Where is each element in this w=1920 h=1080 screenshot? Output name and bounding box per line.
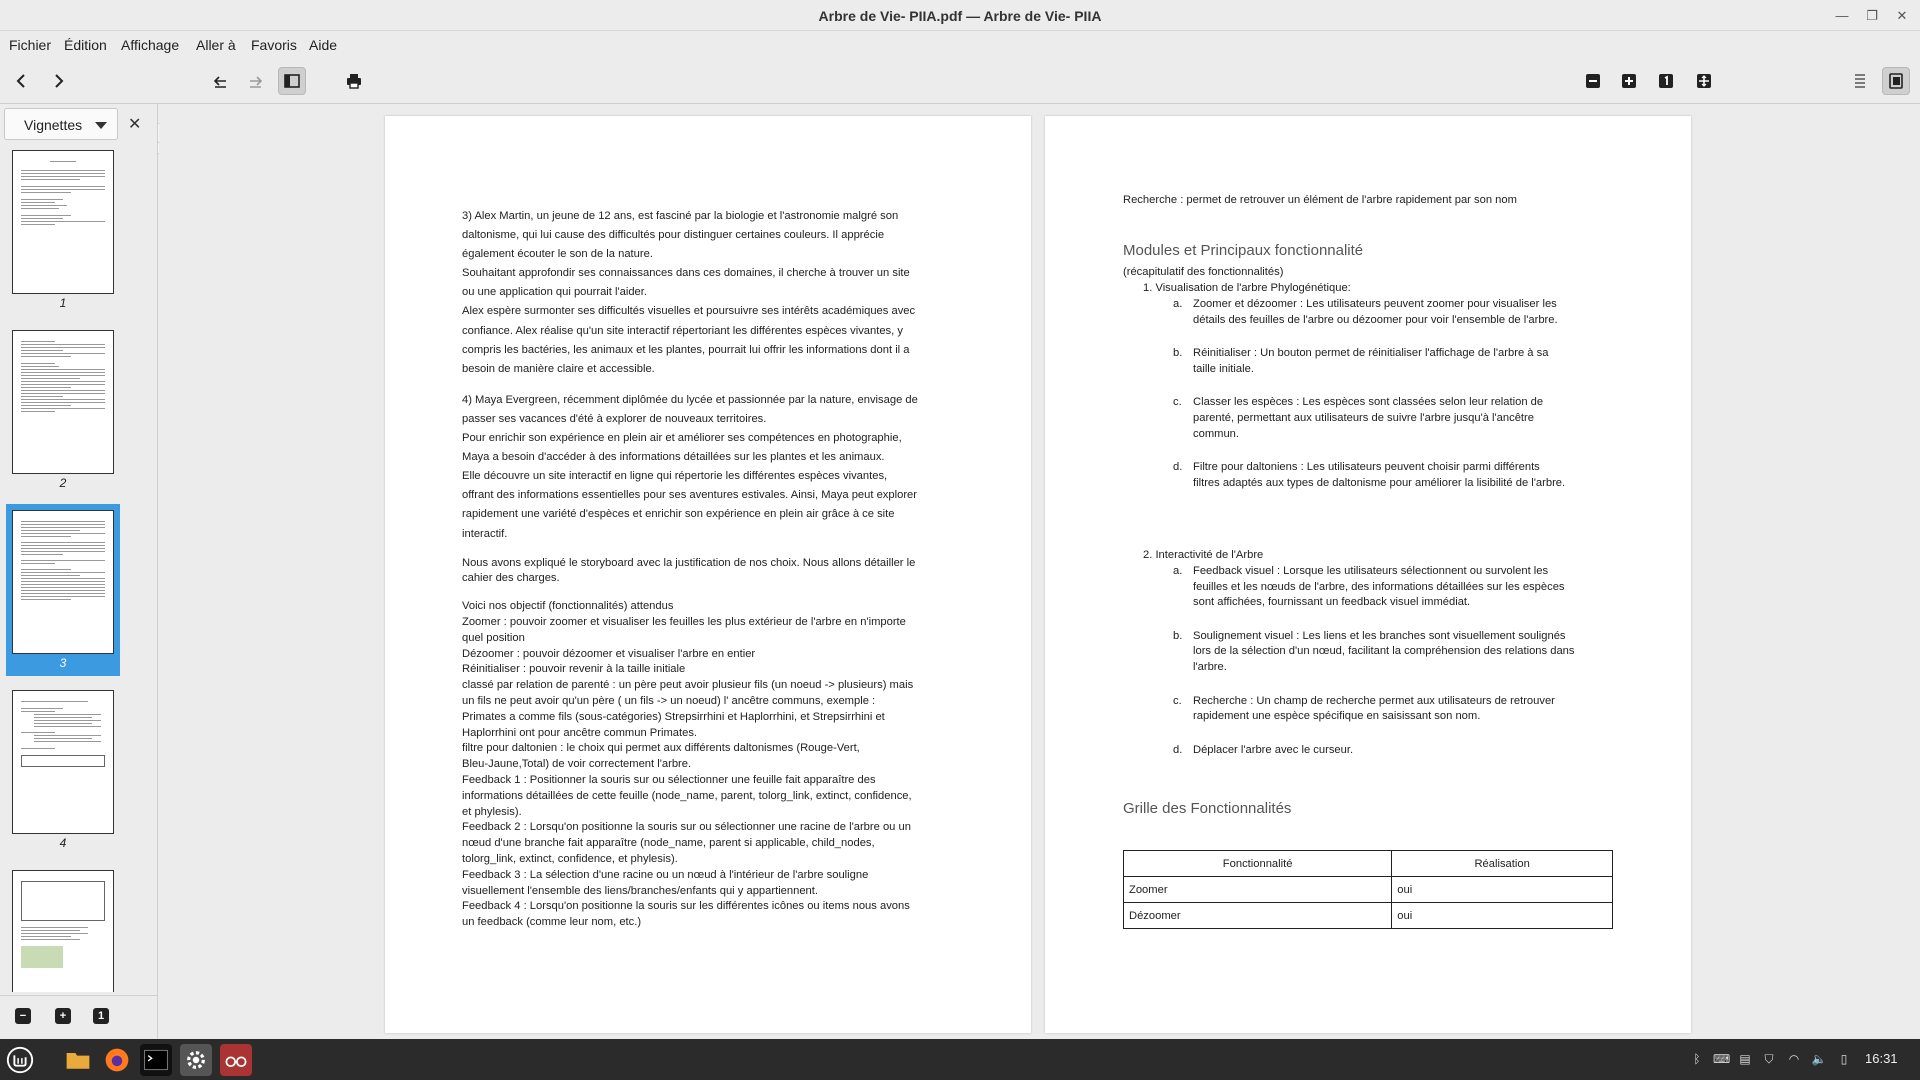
menu-aide[interactable]: Aide [309,37,338,53]
text-line: cahier des charges. [462,572,560,585]
chevron-down-icon [95,122,107,129]
paragraph [462,391,962,544]
section1-title: 1. Visualisation de l'arbre Phylogénétique: [1143,282,1351,294]
clock[interactable]: 16:31 [1865,1051,1898,1066]
sidebar-zoom-controls [0,995,158,1039]
table-cell: Zoomer [1124,877,1392,903]
terminal-icon [142,1046,170,1074]
plus-icon [1620,72,1638,90]
thumbnail-page-4[interactable] [6,684,120,856]
text-line: un feedback (comme leur nom, etc.) [462,916,642,929]
list-marker: a. [1173,298,1183,310]
list-item [1173,564,1593,611]
paragraph [462,207,962,379]
thumbnail-zoom-in-button[interactable]: + [55,1008,71,1024]
text-line: Feedback 4 : Lorsqu'on positionne la souris sur les différentes icônes ou items nous avons [462,900,910,913]
features-table [1123,850,1613,929]
fit-page-button[interactable] [1690,67,1718,95]
firefox-icon [103,1046,131,1074]
section2-list [1173,564,1593,776]
bluetooth-icon[interactable]: ᛒ [1693,1052,1701,1066]
network-icon[interactable]: ◠ [1788,1052,1800,1066]
thumbnail-page-2[interactable] [6,324,120,496]
text-line: Recherche : Un champ de recherche permet aux utilisateurs de retrouver [1193,694,1555,707]
thumbnail-label: 2 [59,476,67,490]
table-cell: oui [1392,903,1613,929]
minus-icon [1584,72,1602,90]
toolbar [0,59,1920,104]
text-line: quel position [462,631,525,644]
text-line: Voici nos objectif (fonctionnalités) attendus [462,600,674,613]
text-line: Feedback 2 : Lorsqu'on positionne la souris sur ou sélectionner une racine de l'arbre ou un [462,821,911,834]
previous-page-button[interactable] [8,67,36,95]
chevron-left-icon [13,72,31,90]
text-line: détails des feuilles de l'arbre ou dézoomer pour voir l'ensemble de l'arbre. [1193,313,1558,326]
page3-text [462,207,962,931]
list-item [1173,460,1593,491]
text-line: taille initiale. [1193,362,1254,375]
next-page-button[interactable] [44,67,72,95]
table-header-row [1124,851,1613,877]
glasses-icon [222,1046,250,1074]
text-line: commun. [1193,427,1240,440]
firefox-launcher[interactable] [101,1044,133,1076]
fit-page-icon [1695,72,1713,90]
text-line: Haplorrhini ont pour ancêtre commun Primates. [462,726,698,739]
thumbnail-label: 1 [59,296,67,310]
history-back-button[interactable] [206,67,234,95]
table-row [1124,903,1613,929]
section1-list [1173,297,1593,509]
original-size-button[interactable] [1652,67,1680,95]
text-line: passer ses vacances d'été à explorer de nouveaux territoires. [462,412,767,425]
section2-title: 2. Interactivité de l'Arbre [1143,549,1264,561]
terminal-launcher[interactable] [140,1044,172,1076]
files-launcher[interactable] [62,1044,94,1076]
list-item [1173,297,1593,328]
text-line: 3) Alex Martin, un jeune de 12 ans, est fasciné par la biologie et l'astronomie malgré son [462,210,899,222]
maximize-button[interactable]: ❐ [1866,8,1878,23]
printer-icon [345,72,363,90]
text-line: feuilles et les nœuds de l'arbre, des informations détaillées sur les espèces [1193,580,1565,593]
thumbnail-label: 4 [59,836,67,850]
thumbnail-reset-button[interactable]: 1 [93,1008,109,1024]
list-marker: a. [1173,565,1183,577]
text-line: Bleu-Jaune,Total) de voir correctement l'arbre. [462,758,692,771]
print-button[interactable] [340,67,368,95]
text-line: visuellement l'ensemble des liens/branches/enfants qui y appartiennent. [462,884,819,897]
menu-bar [0,31,1920,59]
text-line: daltonisme, qui lui cause des difficultés pour distinguer certaines couleurs. Il apprécie [462,229,885,242]
start-menu-button[interactable] [4,1044,36,1076]
sidebar [0,104,158,1039]
text-line: Nous avons expliqué le storyboard avec la justification de nos choix. Nous allons détailler le [462,556,916,569]
volume-icon[interactable]: 🔈 [1811,1052,1827,1066]
shield-icon[interactable]: ⛉ [1764,1052,1774,1066]
sidebar-close-button[interactable]: ✕ [128,116,142,133]
text-line: également écouter le son de la nature. [462,248,653,261]
thumbnail-image [12,510,114,654]
battery-icon[interactable]: ▯ [1840,1052,1848,1066]
text-line: Zoomer : pouvoir zoomer et visualiser les feuilles les plus extérieur de l'arbre en n'importe [462,615,906,628]
zoom-out-button[interactable] [1579,67,1607,95]
table-row [1124,877,1613,903]
text-line: sont affichées, fournissant un feedback visuel immédiat. [1193,596,1471,609]
text-line: rapidement une espèce spécifique en saisissant son nom. [1193,710,1481,723]
text-line: classé par relation de parenté : un père peut avoir plusieur fils (un noeud -> plusieurs) mais [462,679,914,692]
settings-launcher[interactable] [180,1044,212,1076]
text-line: offrant des informations essentielles pour ses aventures estivales. Ainsi, Maya peut explorer [462,489,917,502]
folder-icon [64,1046,92,1074]
paragraph [462,599,962,931]
text-line: informations détaillées de cette feuille (node_name, parent, tolorg_link, extinct, confidence, [462,789,912,802]
text-line: Soulignement visuel : Les liens et les branches sont visuellement soulignés [1193,629,1566,642]
text-line: l'arbre. [1193,660,1227,673]
pdf-page-4 [1045,116,1691,1033]
menu-aller[interactable]: Aller à [196,37,236,53]
text-line: ou une application qui pourrait l'aider. [462,286,647,299]
text-line: Feedback 3 : La sélection d'une racine ou un nœud à l'intérieur de l'arbre souligne [462,868,869,881]
close-button[interactable]: ✕ [1896,8,1908,23]
text-line: Primates a comme fils (sous-catégories) Strepsirrhini et Haplorrhini, et Strepsirrhini et [462,710,885,723]
table-cell: Dézoomer [1124,903,1392,929]
text-line: Feedback visuel : Lorsque les utilisateurs sélectionnent ou survolent les [1193,565,1549,577]
text-line: besoin de manière claire et accessible. [462,362,655,375]
title-bar [0,0,1920,31]
sidebar-mode-label: Vignettes [24,117,83,133]
history-forward-button[interactable] [242,67,270,95]
text-line: nœud d'une branche fait apparaître (node_name, parent si applicable, child_nodes, [462,837,875,850]
one-to-one-icon [1657,72,1675,90]
text-line: filtre pour daltonien : le choix qui permet aux différents daltonismes (Rouge-Vert, [462,742,860,755]
table-header: Fonctionnalité [1124,851,1392,877]
text-line: Feedback 1 : Positionner la souris sur ou sélectionner une feuille fait apparaître des [462,773,876,786]
list-marker: c. [1173,396,1182,409]
menu-affichage[interactable]: Affichage [121,37,180,53]
continuous-view-button[interactable] [1846,67,1874,95]
text-line: Zoomer et dézoomer : Les utilisateurs peuvent zoomer pour visualiser les [1193,298,1557,310]
taskbar [0,1039,1920,1080]
text-line: parenté, permettant aux utilisateurs de suivre l'arbre jusqu'à l'ancêtre [1193,411,1534,424]
window-title: Arbre de Vie- PIIA.pdf — Arbre de Vie- PIIA [818,8,1102,24]
thumbnail-image [12,870,114,992]
text-line: un fils ne peut avoir qu'un père ( un fils -> un noeud) l' ancêtre communs, exemple : [462,694,876,707]
minimize-button[interactable]: — [1835,8,1849,23]
thumbnail-zoom-out-button[interactable]: − [15,1008,31,1024]
document-viewer-launcher[interactable] [220,1044,252,1076]
sidebar-icon [283,72,301,90]
dual-page-button[interactable] [1882,67,1910,95]
text-line: Filtre pour daltoniens : Les utilisateurs peuvent choisir parmi différents [1193,461,1540,474]
menu-edition[interactable]: Édition [64,37,107,53]
modules-subtitle: (récapitulatif des fonctionnalités) [1123,266,1284,278]
table-header: Réalisation [1392,851,1613,877]
thumbnail-page-1[interactable] [6,144,120,316]
gear-icon [183,1047,209,1073]
keyboard-icon[interactable]: ⌨ [1713,1052,1731,1066]
text-line: Elle découvre un site interactif en ligne qui répertorie les différentes espèces vivantes, [462,470,888,483]
list-item [1173,346,1593,377]
thumbnail-label: 3 [59,656,67,670]
back-arrow-icon [211,72,229,90]
thumbnail-image [12,150,114,294]
list-marker: b. [1173,347,1183,360]
forward-arrow-icon [247,72,265,90]
text-line: interactif. [462,527,508,540]
text-line: Pour enrichir son expérience en plein air et améliorer ses compétences en photographie, [462,432,902,445]
text-line: 4) Maya Evergreen, récemment diplômée du lycée et passionnée par la nature, envisage de [462,393,918,406]
text-line: Réinitialiser : Un bouton permet de réinitialiser l'affichage de l'arbre à sa [1193,347,1549,360]
continuous-icon [1851,72,1869,90]
sidebar-toggle-button[interactable] [278,67,306,95]
text-line: lors de la sélection d'un nœud, facilitant la compréhension des relations dans [1193,645,1575,658]
thumbnail-list[interactable] [0,144,158,992]
list-item [1173,629,1593,676]
list-marker: d. [1173,743,1183,756]
table-cell: oui [1392,877,1613,903]
zoom-in-button[interactable] [1615,67,1643,95]
text-line: Réinitialiser : pouvoir revenir à la taille initiale [462,663,686,676]
list-item [1173,694,1593,725]
text-line: Dézoomer : pouvoir dézoomer et visualiser l'arbre en entier [462,647,756,660]
menu-fichier[interactable]: Fichier [9,37,52,53]
list-marker: c. [1173,694,1182,707]
menu-favoris[interactable]: Favoris [251,37,297,53]
thumbnail-image [12,330,114,474]
thumbnail-page-3[interactable] [6,504,120,676]
document-view[interactable] [159,104,1920,1039]
pdf-page-3 [385,116,1031,1033]
text-line: Maya a besoin d'accéder à des informations détaillées sur les plantes et les animaux. [462,451,885,464]
text-line: filtres adaptés aux types de daltonisme pour améliorer la lisibilité de l'arbre. [1193,476,1566,489]
text-line: Classer les espèces : Les espèces sont classées selon leur relation de [1193,396,1544,409]
thumbnail-page-5[interactable] [6,864,120,992]
clipboard-icon[interactable]: ▤ [1739,1052,1751,1066]
text-line: tolorg_link, extinct, confidence, et phylesis). [462,852,678,865]
chevron-right-icon [49,72,67,90]
list-marker: b. [1173,629,1183,642]
thumbnail-image [12,690,114,834]
text-line: et phylesis). [462,805,522,818]
paragraph [462,556,962,588]
modules-heading: Modules et Principaux fonctionnalité [1123,242,1364,259]
text-line: Alex espère surmonter ses difficultés visuelles et poursuivre ses intérêts académiques avec [462,305,916,318]
intro-text: Recherche : permet de retrouver un élément de l'arbre rapidement par son nom [1123,194,1517,206]
text-line: Souhaitant approfondir ses connaissances dans ces domaines, il cherche à trouver un site [462,267,910,280]
text-line: Déplacer l'arbre avec le curseur. [1193,743,1354,756]
list-marker: d. [1173,461,1183,474]
list-item [1173,395,1593,442]
sidebar-mode-select[interactable] [4,108,118,140]
text-line: rapidement une variété d'espèces et enrichir son expérience en plein air grâce à ce site [462,508,895,521]
text-line: compris les bactéries, les animaux et les plantes, pourrait lui offrir les informations dont il a [462,343,910,356]
mint-logo-icon [5,1045,35,1075]
dual-page-icon [1887,72,1905,90]
text-line: confiance. Alex réalise qu'un site interactif répertoriant les différentes espèces vivantes, y [462,324,903,337]
grid-heading: Grille des Fonctionnalités [1123,800,1292,817]
list-item [1173,743,1593,759]
